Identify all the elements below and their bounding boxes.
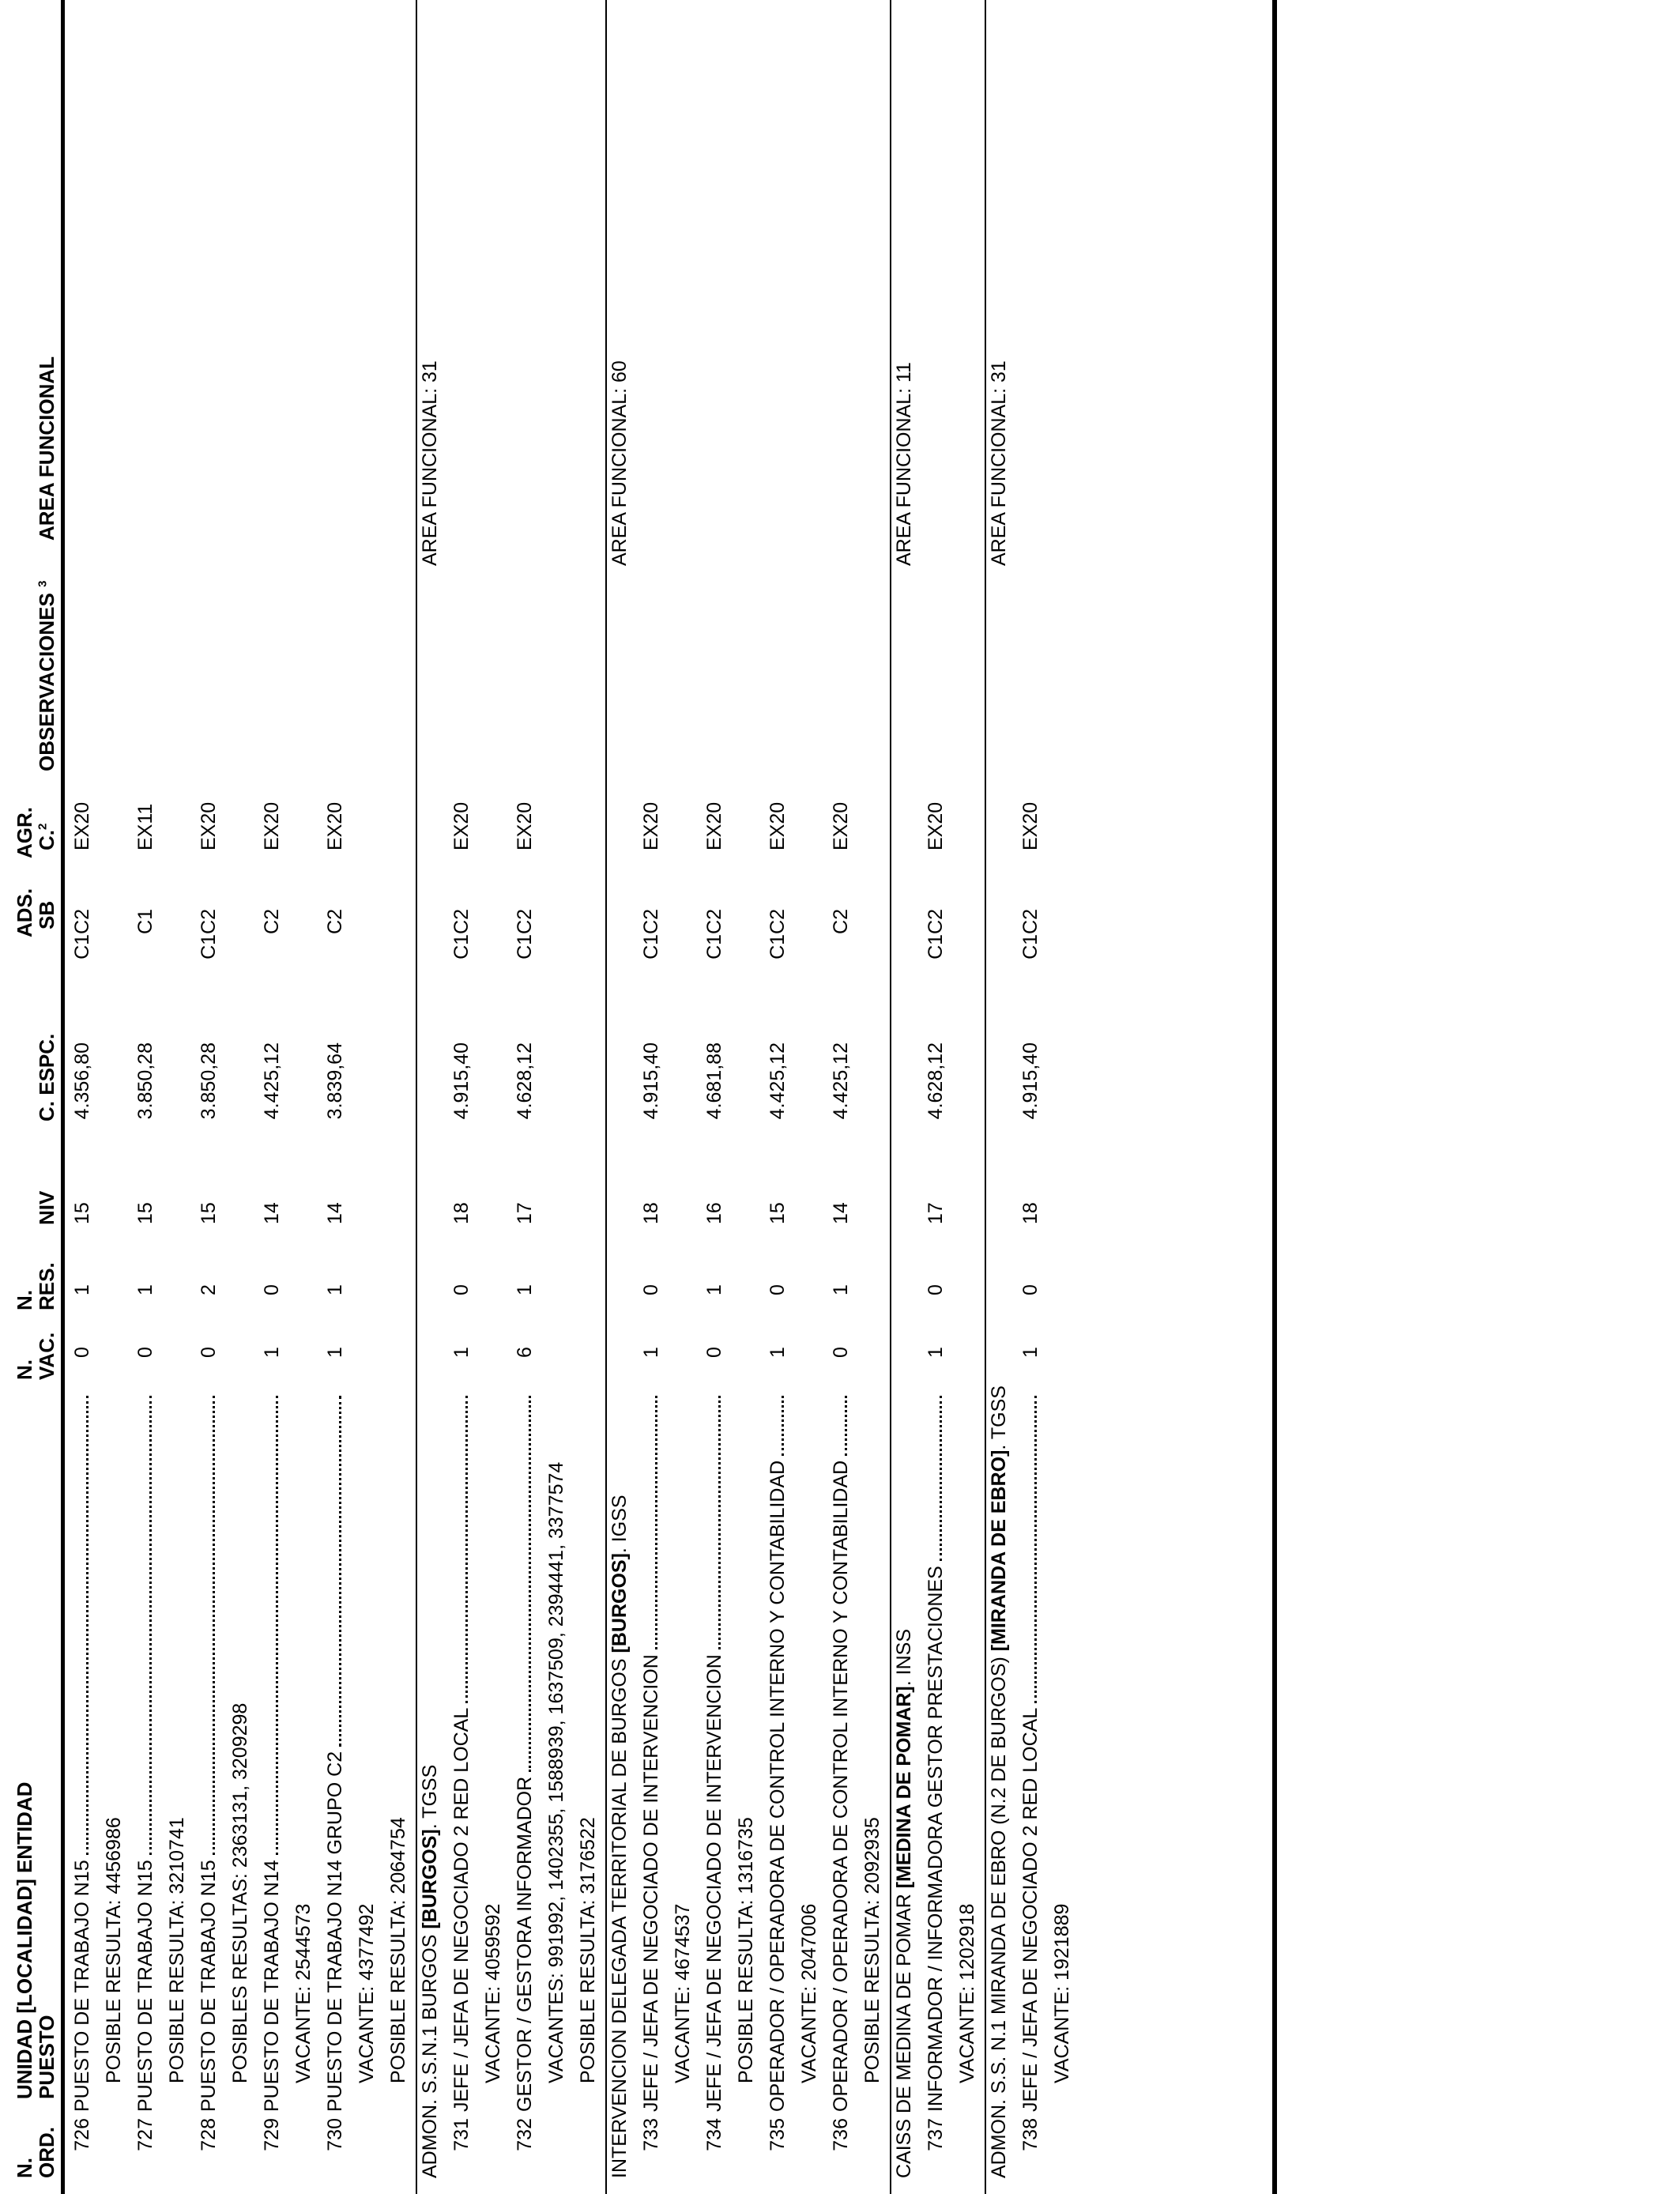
- puesto-text: PUESTO DE TRABAJO N14: [261, 1860, 283, 2112]
- ads-sb: C1C2: [640, 909, 662, 959]
- header-ads-1: ADS.: [13, 888, 36, 937]
- niv: 16: [703, 1202, 725, 1224]
- unit-name: [987, 1385, 1011, 2178]
- header-n-ord-2: ORD.: [35, 2127, 58, 2178]
- n-vac: 1: [925, 1347, 947, 1358]
- unit-entity: . INSS: [893, 1628, 915, 1687]
- ads-sb: C1C2: [703, 909, 725, 959]
- dotted-leader: [529, 1396, 531, 1772]
- n-vac: 0: [134, 1347, 156, 1358]
- c-espc: 4.915,40: [450, 1042, 473, 1120]
- header-observaciones: OBSERVACIONES $^3$: [35, 580, 58, 771]
- detail-row: [572, 0, 604, 2194]
- detail-row: [351, 0, 382, 2194]
- unit-locality: [MEDINA DE POMAR]: [893, 1686, 915, 1889]
- ads-sb: C1C2: [71, 909, 93, 959]
- niv: 15: [198, 1202, 220, 1224]
- header-niv: NIV: [35, 1190, 58, 1225]
- c-espc: 4.425,12: [261, 1042, 283, 1120]
- dotted-leader: [1034, 1396, 1037, 1703]
- dotted-leader: [86, 1396, 89, 1855]
- detail-row: [224, 0, 256, 2194]
- n-res: 0: [767, 1284, 789, 1295]
- niv: 18: [1019, 1202, 1042, 1224]
- unit-row: [414, 0, 446, 2194]
- dotted-leader: [213, 1396, 215, 1855]
- n-res: 1: [830, 1284, 852, 1295]
- dotted-leader: [940, 1396, 942, 1561]
- detail-text: POSIBLE RESULTA: 2092935: [861, 1817, 883, 2083]
- detail-row: [951, 0, 983, 2194]
- detail-text: VACANTES: 991992, 1402355, 1588939, 1637509, 2394441, 3377574: [545, 1461, 567, 2083]
- table-row: [1015, 0, 1046, 2194]
- c-espc: 4.628,12: [925, 1042, 947, 1120]
- agr-c: EX20: [640, 801, 662, 850]
- n-res: 1: [134, 1284, 156, 1295]
- table-row: [635, 0, 667, 2194]
- unit-area: AREA FUNCIONAL: 31: [988, 360, 1010, 566]
- ads-sb: C1C2: [925, 909, 947, 959]
- detail-row: [541, 0, 572, 2194]
- detail-text: VACANTE: 4377492: [356, 1903, 378, 2083]
- c-espc: 3.839,64: [324, 1042, 346, 1120]
- niv: 14: [261, 1202, 283, 1224]
- table-row: [699, 0, 730, 2194]
- table-row: [446, 0, 477, 2194]
- ord-number: 734: [703, 2118, 725, 2151]
- puesto-text: PUESTO DE TRABAJO N15: [134, 1860, 156, 2112]
- dotted-leader: [782, 1396, 784, 1456]
- n-res: 0: [1019, 1284, 1042, 1295]
- ord-number: 737: [925, 2118, 947, 2151]
- table-row: [509, 0, 541, 2194]
- puesto-text: JEFE / JEFA DE NEGOCIADO DE INTERVENCION: [703, 1654, 725, 2112]
- detail-text: VACANTE: 1202918: [956, 1903, 978, 2083]
- puesto-text: JEFE / JEFA DE NEGOCIADO DE INTERVENCION: [640, 1654, 662, 2112]
- c-espc: 3.850,28: [198, 1042, 220, 1120]
- table-row: [256, 0, 288, 2194]
- n-vac: 1: [450, 1347, 473, 1358]
- header-unidad: UNIDAD [LOCALIDAD] ENTIDAD: [13, 1781, 36, 2099]
- niv: 18: [640, 1202, 662, 1224]
- unit-locality: [BURGOS]: [608, 1553, 631, 1653]
- header-n-res-1: N.: [13, 1290, 36, 1310]
- detail-text: VACANTE: 4674537: [672, 1903, 694, 2083]
- detail-row: [382, 0, 414, 2194]
- unit-entity: . TGSS: [988, 1385, 1010, 1450]
- detail-text: VACANTE: 2544573: [292, 1903, 315, 2083]
- puesto-text: OPERADOR / OPERADORA DE CONTROL INTERNO Y CONTABILIDAD: [830, 1460, 852, 2112]
- dotted-leader: [718, 1396, 721, 1649]
- header-puesto: PUESTO: [35, 2015, 58, 2099]
- agr-c: EX20: [703, 801, 725, 850]
- ads-sb: C2: [261, 909, 283, 934]
- header-n-vac-1: N.: [13, 1359, 36, 1380]
- bottom-rule: [1272, 0, 1277, 2194]
- ads-sb: C1C2: [1019, 909, 1042, 959]
- ord-number: 727: [134, 2118, 156, 2151]
- unit-name: [418, 1765, 442, 2178]
- detail-text: POSIBLE RESULTA: 2064754: [387, 1817, 409, 2083]
- c-espc: 4.915,40: [1019, 1042, 1042, 1120]
- n-res: 0: [925, 1284, 947, 1295]
- agr-c: EX20: [925, 801, 947, 850]
- table-row: [920, 0, 951, 2194]
- n-res: 1: [514, 1284, 536, 1295]
- ord-number: 736: [830, 2118, 852, 2151]
- agr-c: EX11: [134, 803, 156, 850]
- table-row: [130, 0, 161, 2194]
- unit-name: [608, 1495, 631, 2178]
- c-espc: 4.425,12: [767, 1042, 789, 1120]
- detail-text: VACANTE: 4059592: [482, 1903, 504, 2083]
- dotted-leader: [339, 1396, 341, 1747]
- agr-c: EX20: [830, 801, 852, 850]
- c-espc: 4.681,88: [703, 1042, 725, 1120]
- niv: 18: [450, 1202, 473, 1224]
- unit-area: AREA FUNCIONAL: 31: [419, 360, 441, 566]
- puesto-text: PUESTO DE TRABAJO N14 GRUPO C2: [324, 1751, 346, 2112]
- puesto-text: JEFE / JEFA DE NEGOCIADO 2 RED LOCAL: [1019, 1707, 1042, 2112]
- puesto-text: GESTOR / GESTORA INFORMADOR: [514, 1776, 536, 2112]
- ord-number: 733: [640, 2118, 662, 2151]
- n-vac: 1: [261, 1347, 283, 1358]
- header-area-funcional: AREA FUNCIONAL: [35, 356, 58, 541]
- niv: 17: [514, 1202, 536, 1224]
- detail-text: POSIBLE RESULTA: 1316735: [735, 1817, 757, 2083]
- detail-row: [793, 0, 825, 2194]
- ads-sb: C1C2: [450, 909, 473, 959]
- detail-text: VACANTE: 2047006: [798, 1903, 820, 2083]
- ord-number: 729: [261, 2118, 283, 2151]
- ord-number: 732: [514, 2118, 536, 2151]
- ord-number: 728: [198, 2118, 220, 2151]
- agr-c: EX20: [514, 801, 536, 850]
- unit-area: AREA FUNCIONAL: 60: [608, 360, 631, 566]
- table-row: [825, 0, 857, 2194]
- table-row: [66, 0, 98, 2194]
- n-res: 2: [198, 1284, 220, 1295]
- header-n-vac-2: VAC.: [35, 1332, 58, 1380]
- ads-sb: C1C2: [767, 909, 789, 959]
- c-espc: 4.425,12: [830, 1042, 852, 1120]
- agr-c: EX20: [767, 801, 789, 850]
- detail-row: [161, 0, 193, 2194]
- unit-name-text: INTERVENCION DELEGADA TERRITORIAL DE BURGOS: [608, 1653, 631, 2178]
- detail-text: POSIBLE RESULTA: 3176522: [577, 1817, 599, 2083]
- n-vac: 0: [703, 1347, 725, 1358]
- ads-sb: C2: [830, 909, 852, 934]
- n-vac: 0: [71, 1347, 93, 1358]
- header-agr-2: C.$^2$: [35, 823, 58, 850]
- niv: 14: [324, 1202, 346, 1224]
- unit-name: [892, 1629, 916, 2178]
- detail-text: POSIBLE RESULTA: 4456986: [103, 1817, 125, 2083]
- agr-c: EX20: [324, 801, 346, 850]
- niv: 15: [71, 1202, 93, 1224]
- agr-c: EX20: [198, 801, 220, 850]
- ord-number: 726: [71, 2118, 93, 2151]
- niv: 17: [925, 1202, 947, 1224]
- puesto-text: OPERADOR / OPERADORA DE CONTROL INTERNO Y CONTABILIDAD: [767, 1460, 789, 2112]
- n-res: 0: [640, 1284, 662, 1295]
- ads-sb: C2: [324, 909, 346, 934]
- detail-text: POSIBLE RESULTA: 3210741: [166, 1817, 188, 2083]
- niv: 15: [134, 1202, 156, 1224]
- detail-row: [288, 0, 319, 2194]
- niv: 14: [830, 1202, 852, 1224]
- c-espc: 4.628,12: [514, 1042, 536, 1120]
- n-vac: 6: [514, 1347, 536, 1358]
- table-row: [193, 0, 224, 2194]
- n-vac: 0: [198, 1347, 220, 1358]
- n-res: 1: [71, 1284, 93, 1295]
- n-vac: 1: [1019, 1347, 1042, 1358]
- n-vac: 1: [640, 1347, 662, 1358]
- ads-sb: C1C2: [198, 909, 220, 959]
- header-n-ord-1: N.: [13, 2158, 36, 2178]
- unit-entity: . TGSS: [419, 1764, 441, 1830]
- header-n-res-2: RES.: [35, 1262, 58, 1310]
- unit-area: AREA FUNCIONAL: 11: [893, 362, 915, 566]
- ord-number: 738: [1019, 2118, 1042, 2151]
- detail-row: [730, 0, 762, 2194]
- detail-row: [857, 0, 888, 2194]
- dotted-leader: [655, 1396, 657, 1649]
- dotted-leader: [276, 1396, 278, 1855]
- header-ads-2: SB: [35, 900, 58, 929]
- unit-row: [983, 0, 1015, 2194]
- unit-row: [888, 0, 920, 2194]
- dotted-leader: [149, 1396, 152, 1855]
- unit-locality: [MIRANDA DE EBRO]: [988, 1449, 1010, 1652]
- table-row: [762, 0, 793, 2194]
- ads-sb: C1C2: [514, 909, 536, 959]
- puesto-text: JEFE / JEFA DE NEGOCIADO 2 RED LOCAL: [450, 1707, 473, 2112]
- detail-text: POSIBLES RESULTAS: 2363131, 3209298: [229, 1702, 251, 2083]
- header-agr-1: AGR.: [13, 807, 36, 858]
- unit-name-text: ADMON. S.S. N.1 MIRANDA DE EBRO (N.2 DE BURGOS): [988, 1651, 1010, 2178]
- n-res: 1: [703, 1284, 725, 1295]
- ord-number: 735: [767, 2118, 789, 2151]
- n-res: 0: [261, 1284, 283, 1295]
- unit-locality: [BURGOS]: [419, 1829, 441, 1929]
- table-row: [319, 0, 351, 2194]
- ord-number: 730: [324, 2118, 346, 2151]
- agr-c: EX20: [450, 801, 473, 850]
- dotted-leader: [465, 1396, 468, 1703]
- niv: 15: [767, 1202, 789, 1224]
- detail-row: [98, 0, 130, 2194]
- n-res: 0: [450, 1284, 473, 1295]
- unit-name-text: ADMON. S.S.N.1 BURGOS: [419, 1928, 441, 2178]
- header-rule: [61, 0, 65, 2194]
- detail-text: VACANTE: 1921889: [1051, 1903, 1073, 2083]
- dotted-leader: [845, 1396, 847, 1456]
- n-vac: 0: [830, 1347, 852, 1358]
- c-espc: 4.356,80: [71, 1042, 93, 1120]
- puesto-text: PUESTO DE TRABAJO N15: [71, 1860, 93, 2112]
- n-vac: 1: [324, 1347, 346, 1358]
- n-vac: 1: [767, 1347, 789, 1358]
- detail-row: [477, 0, 509, 2194]
- unit-name-text: CAISS DE MEDINA DE POMAR: [893, 1888, 915, 2178]
- agr-c: EX20: [1019, 801, 1042, 850]
- c-espc: 3.850,28: [134, 1042, 156, 1120]
- n-res: 1: [324, 1284, 346, 1295]
- ads-sb: C1: [134, 909, 156, 934]
- unit-row: [604, 0, 635, 2194]
- detail-row: [1046, 0, 1078, 2194]
- unit-entity: . IGSS: [608, 1495, 631, 1554]
- c-espc: 4.915,40: [640, 1042, 662, 1120]
- puesto-text: INFORMADOR / INFORMADORA GESTOR PRESTACIONES: [925, 1566, 947, 2112]
- ord-number: 731: [450, 2118, 473, 2151]
- detail-row: [667, 0, 699, 2194]
- puesto-text: PUESTO DE TRABAJO N15: [198, 1860, 220, 2112]
- agr-c: EX20: [71, 801, 93, 850]
- header-c-espc: C. ESPC.: [35, 1033, 58, 1122]
- agr-c: EX20: [261, 801, 283, 850]
